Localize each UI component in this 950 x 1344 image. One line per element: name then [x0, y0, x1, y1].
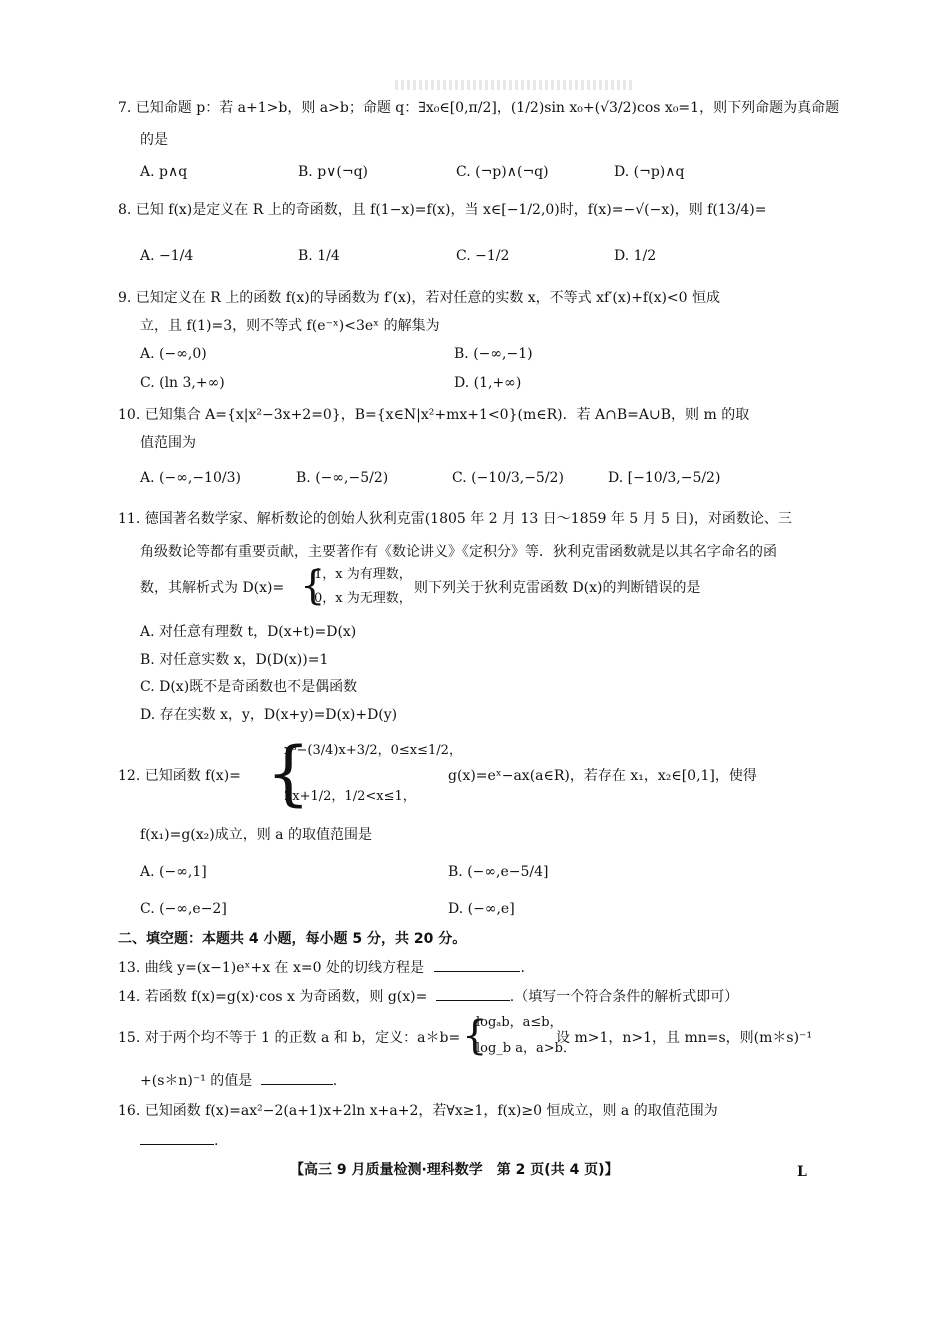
- q11-line3-pre: 数，其解析式为 D(x)=: [140, 580, 285, 596]
- q7-line2: 的是: [140, 132, 168, 148]
- q15-brace: {: [462, 1013, 488, 1059]
- q12-brace: {: [266, 732, 311, 814]
- q15-answer-blank: [261, 1070, 333, 1085]
- q11-option-a: A. 对任意有理数 t，D(x+t)=D(x): [140, 624, 357, 640]
- q16-line1: 16. 已知函数 f(x)=ax²−2(a+1)x+2ln x+a+2，若∀x≥1，f(x)≥0 恒成立，则 a 的取值范围为: [118, 1103, 718, 1119]
- q13-line: [118, 957, 525, 978]
- q15-line2: [140, 1070, 337, 1091]
- q11-option-c: C. D(x)既不是奇函数也不是偶函数: [140, 679, 358, 695]
- q10-option-d: D. [−10/3,−5/2): [608, 470, 721, 486]
- q9-line1: 9. 已知定义在 R 上的函数 f(x)的导函数为 f′(x)，若对任意的实数 x，不等式 xf′(x)+f(x)<0 恒成: [118, 290, 721, 306]
- q15-case1: logₐb，a≤b，: [476, 1015, 563, 1030]
- q12-pre: 12. 已知函数 f(x)=: [118, 768, 241, 784]
- q10-option-c: C. (−10/3,−5/2): [452, 470, 564, 486]
- q12-case2: 2x+1/2，1/2<x≤1，: [284, 789, 416, 804]
- page-footer: 【高三 9 月质量检测·理科数学 第 2 页(共 4 页)】: [290, 1162, 619, 1178]
- q16-line2: [140, 1130, 218, 1151]
- q9-option-a: A. (−∞,0): [140, 346, 207, 362]
- q12-post: g(x)=eˣ−ax(a∈R)，若存在 x₁，x₂∈[0,1]，使得: [448, 768, 757, 784]
- q11-brace: {: [300, 563, 326, 609]
- q10-line1: 10. 已知集合 A={x|x²−3x+2=0}，B={x∈N|x²+mx+1<0}(m∈R)．若 A∩B=A∪B，则 m 的取: [118, 407, 750, 423]
- q15-post: 设 m>1，n>1，且 mn=s，则(m＊s)⁻¹: [556, 1030, 813, 1046]
- q11-option-d: D. 存在实数 x，y，D(x+y)=D(x)+D(y): [140, 707, 398, 723]
- q10-option-a: A. (−∞,−10/3): [140, 470, 241, 486]
- q9-line2: 立，且 f(1)=3，则不等式 f(e⁻ˣ)<3eˣ 的解集为: [140, 318, 440, 334]
- q16-answer-blank: [140, 1130, 214, 1145]
- q14-end: .（填写一个符合条件的解析式即可）: [509, 989, 739, 1005]
- q12-option-c: C. (−∞,e−2]: [140, 901, 227, 917]
- q11-case2: 0，x 为无理数，: [314, 591, 412, 606]
- q7-option-a: A. p∧q: [140, 164, 188, 180]
- q14-answer-blank: [436, 986, 510, 1001]
- q11-case1: 1，x 为有理数，: [314, 567, 412, 582]
- q13-answer-blank: [434, 957, 520, 972]
- q15-line2-text: +(s＊n)⁻¹ 的值是: [140, 1073, 253, 1089]
- q13-text: 13. 曲线 y=(x−1)eˣ+x 在 x=0 处的切线方程是: [118, 960, 424, 976]
- q15-pre: 15. 对于两个均不等于 1 的正数 a 和 b，定义：a＊b=: [118, 1030, 461, 1046]
- q14-text: 14. 若函数 f(x)=g(x)·cos x 为奇函数，则 g(x)=: [118, 989, 428, 1005]
- q8-option-d: D. 1/2: [614, 248, 657, 264]
- q14-line: [118, 986, 738, 1007]
- q12-option-a: A. (−∞,1]: [140, 864, 207, 880]
- q15-case2: log_b a，a>b．: [476, 1041, 576, 1056]
- q9-option-b: B. (−∞,−1): [454, 346, 533, 362]
- q12-line2: f(x₁)=g(x₂)成立，则 a 的取值范围是: [140, 827, 372, 843]
- q10-line2: 值范围为: [140, 435, 196, 451]
- q12-option-d: D. (−∞,e]: [448, 901, 515, 917]
- corner-mark: L: [797, 1164, 807, 1180]
- q13-end: .: [520, 960, 525, 976]
- q11-line2: 角级数论等都有重要贡献，主要著作有《数论讲义》《定积分》等．狄利克雷函数就是以其名字命名的函: [140, 544, 777, 560]
- q7-line1: 7. 已知命题 p：若 a+1>b，则 a>b；命题 q：∃x₀∈[0,π/2]，(1/2)sin x₀+(√3/2)cos x₀=1，则下列命题为真命题: [118, 100, 840, 116]
- q9-option-c: C. (ln 3,+∞): [140, 375, 225, 391]
- faded-ink-marks: [395, 80, 635, 90]
- q8-line1: 8. 已知 f(x)是定义在 R 上的奇函数，且 f(1−x)=f(x)，当 x∈[−1/2,0)时，f(x)=−√(−x)，则 f(13/4)=: [118, 202, 767, 218]
- q15-end: .: [332, 1073, 338, 1089]
- q8-option-b: B. 1/4: [298, 248, 340, 264]
- q10-option-b: B. (−∞,−5/2): [296, 470, 389, 486]
- q9-option-d: D. (1,+∞): [454, 375, 522, 391]
- q11-line1: 11. 德国著名数学家、解析数论的创始人狄利克雷(1805 年 2 月 13 日～1859 年 5 月 5 日)，对函数论、三: [118, 511, 792, 527]
- q12-option-b: B. (−∞,e−5/4]: [448, 864, 549, 880]
- q7-option-c: C. (¬p)∧(¬q): [456, 164, 549, 180]
- q7-option-b: B. p∨(¬q): [298, 164, 369, 180]
- q7-option-d: D. (¬p)∧q: [614, 164, 685, 180]
- q8-option-a: A. −1/4: [140, 248, 194, 264]
- q12-case1: x³−(3/4)x+3/2，0≤x≤1/2，: [284, 743, 462, 758]
- section-2-heading: 二、填空题：本题共 4 小题，每小题 5 分，共 20 分。: [118, 931, 467, 947]
- q16-end: .: [214, 1133, 219, 1149]
- q11-option-b: B. 对任意实数 x，D(D(x))=1: [140, 652, 329, 668]
- q8-option-c: C. −1/2: [456, 248, 510, 264]
- q11-line3-post: 则下列关于狄利克雷函数 D(x)的判断错误的是: [414, 580, 701, 596]
